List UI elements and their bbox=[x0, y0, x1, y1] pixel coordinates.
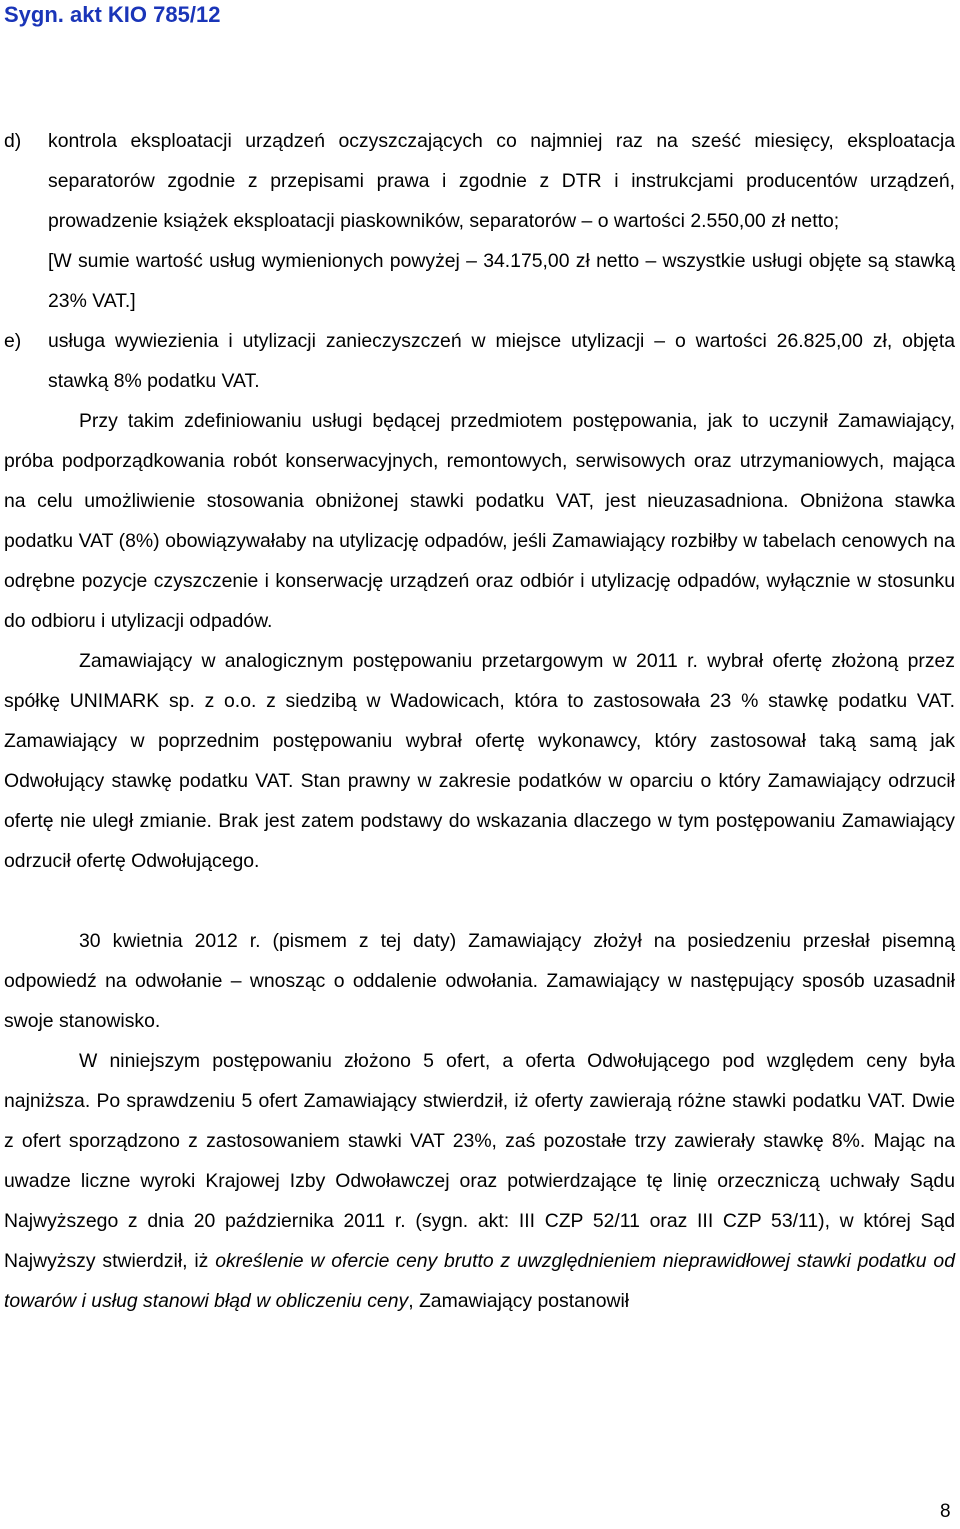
paragraph-text: W niniejszym postępowaniu złożono 5 ofert, a oferta Odwołującego pod względem ceny była najniższa. Po sprawdzeniu 5 ofert Zamawiający stwierdził, iż oferty zawierają różne stawki podatku VAT. Dwie z ofert sporządzono z zastosowaniem stawki VAT 23%, zaś pozostałe trzy zawierały stawkę 8%. Mając na uwadze liczne wyroki Krajowej Izby Odwoławczej oraz potwierdzające tę linię orzeczniczą uchwały Sądu Najwyższego z dnia 20 października 2011 r. (sygn. akt: III CZP 52/11 oraz III CZP 53/11), w której Sąd Najwyższy stwierdził, iż bbox=[4, 1050, 955, 1272]
paragraph: 30 kwietnia 2012 r. (pismem z tej daty) Zamawiający złożył na posiedzeniu przesłał pisemną odpowiedź na odwołanie – wnosząc o oddalenie odwołania. Zamawiający w następujący sposób uzasadnił swoje stanowisko. bbox=[4, 930, 955, 1032]
summary-note: [W sumie wartość usług wymienionych powyżej – 34.175,00 zł netto – wszystkie usługi objęte są stawką 23% VAT.] bbox=[48, 250, 955, 312]
quoted-ruling: określenie w ofercie ceny brutto z uwzględnieniem nieprawidłowej stawki podatku od towarów i usług stanowi błąd w obliczeniu ceny bbox=[4, 1250, 955, 1312]
list-item-e bbox=[4, 321, 955, 401]
page-number: 8 bbox=[940, 1501, 951, 1522]
paragraph-text: , Zamawiający postanowił bbox=[408, 1290, 630, 1312]
spacer bbox=[4, 881, 955, 921]
document-body bbox=[4, 121, 955, 1321]
list-item-text: usługa wywiezienia i utylizacji zanieczyszczeń w miejsce utylizacji – o wartości 26.825,00 zł, objęta stawką 8% podatku VAT. bbox=[48, 330, 955, 392]
paragraph: Przy takim zdefiniowaniu usługi będącej przedmiotem postępowania, jak to uczynił Zamawiający, próba podporządkowania robót konserwacyjnych, remontowych, serwisowych oraz utrzymaniowych, mająca na celu umożliwienie stosowania obniżonej stawki podatku VAT, jest nieuzasadniona. Obniżona stawka podatku VAT (8%) obowiązywałaby na utylizację odpadów, jeśli Zamawiający rozbiłby w tabelach cenowych na odrębne pozycje czyszczenie i konserwację urządzeń oraz odbiór i utylizację odpadów, wyłącznie w stosunku do odbioru i utylizacji odpadów. bbox=[4, 410, 955, 632]
paragraph: Zamawiający w analogicznym postępowaniu przetargowym w 2011 r. wybrał ofertę złożoną przez spółkę UNIMARK sp. z o.o. z siedzibą w Wadowicach, która to zastosowała 23 % stawkę podatku VAT. Zamawiający w poprzednim postępowaniu wybrał ofertę wykonawcy, który zastosował taką samą jak Odwołujący stawkę podatku VAT. Stan prawny w zakresie podatków w oparciu o który Zamawiający odrzucił ofertę nie uległ zmianie. Brak jest zatem podstawy do wskazania dlaczego w tym postępowaniu Zamawiający odrzucił ofertę Odwołującego. bbox=[4, 650, 955, 872]
list-item-text: kontrola eksploatacji urządzeń oczyszczających co najmniej raz na sześć miesięcy, eksploatacja separatorów zgodnie z przepisami prawa i zgodnie z DTR i instrukcjami producentów urządzeń, prowadzenie książek eksploatacji piaskowników, separatorów – o wartości 2.550,00 zł netto; bbox=[48, 130, 955, 232]
list-marker: e) bbox=[4, 330, 22, 352]
list-marker: d) bbox=[4, 130, 22, 152]
case-signature: Sygn. akt KIO 785/12 bbox=[4, 2, 221, 27]
paragraph bbox=[4, 1041, 955, 1321]
list-item-d bbox=[4, 121, 955, 241]
